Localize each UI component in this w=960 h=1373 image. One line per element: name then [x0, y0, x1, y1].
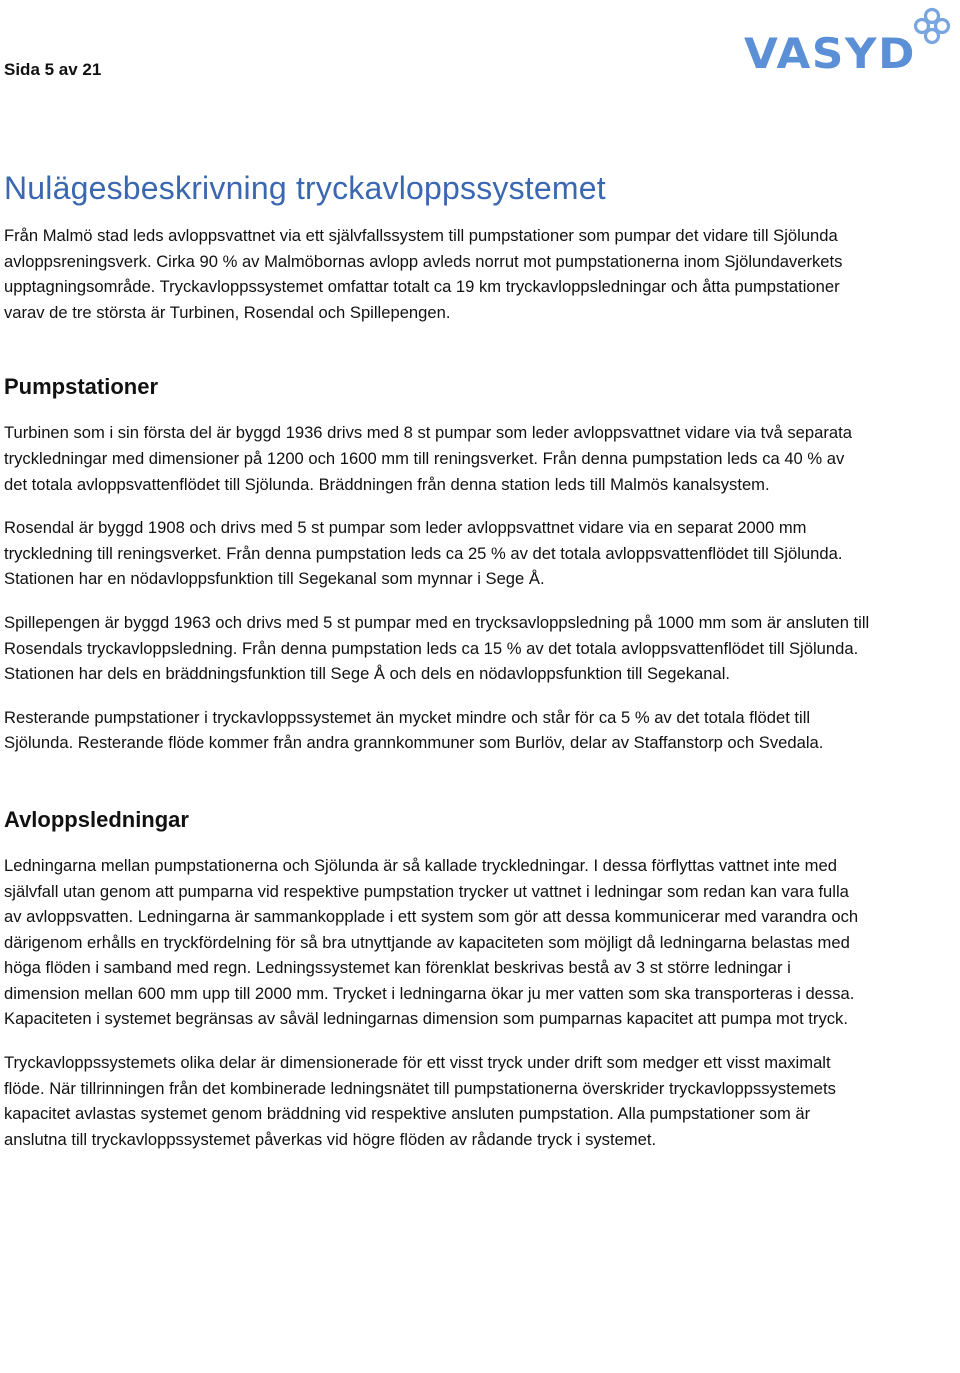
section-pumpstationer	[4, 372, 870, 756]
section-avloppsledningar	[4, 805, 870, 1153]
logo-knot-icon	[916, 10, 949, 43]
document-body	[4, 166, 870, 1152]
paragraph-resterande: Resterande pumpstationer i tryckavloppssystemet än mycket mindre och står för ca 5 % av det totala flödet till Sjölunda. Resterande flöde kommer från andra grannkommuner som Burlöv, delar av Staffanstorp och Svedala.	[4, 707, 824, 753]
section-heading: Avloppsledningar	[4, 806, 189, 832]
paragraph-rosendal: Rosendal är byggd 1908 och drivs med 5 st pumpar som leder avloppsvattnet vidare via en separat 2000 mm tryckledning till reningsverket. Från denna pumpstation leds ca 25 % av det totala avloppsvattenflödet till Sjölunda. Stationen har en nödavloppsfunktion till Segekanal som mynnar i Sege Å.	[4, 518, 843, 589]
page-number: Sida 5 av 21	[4, 60, 102, 79]
paragraph-turbinen: Turbinen som i sin första del är byggd 1936 drivs med 8 st pumpar som leder avloppsvattnet vidare via två separata tryckledningar med dimensioner på 1200 och 1600 mm till reningsverket. Från denna pumpstation leds ca 40 % av det totala avloppsvattenflödet till Sjölunda. Bräddningen från denna station leds till Malmös kanalsystem.	[4, 423, 852, 494]
document-title: Nulägesbeskrivning tryckavloppssystemet	[4, 170, 606, 206]
paragraph-ledningarna: Ledningarna mellan pumpstationerna och Sjölunda är så kallade tryckledningar. I dessa förflyttas vattnet inte med självfall utan genom att pumparna vid respektive pumpstation trycker ut vattnet i ledningar som redan kan vara fulla av avloppsvatten. Ledningarna är sammankopplade i ett system som gör att dessa kommunicerar med varandra och därigenom erhålls en tryckfördelning för så bra utnyttjande av kapaciteten som möjligt då ledningarna belastas med höga flöden i samband med regn. Ledningssystemet kan förenklat beskrivas bestå av 3 st större ledningar i dimension mellan 600 mm upp till 2000 mm. Trycket i ledningarna ökar ju mer vatten som ska transporteras i dessa. Kapaciteten i systemet begränsas av såväl ledningarnas dimension som pumparnas kapacitet att pumpa mot tryck.	[4, 855, 859, 1029]
logo-text: VASYD	[744, 29, 916, 74]
paragraph-systemdelar: Tryckavloppssystemets olika delar är dimensionerade för ett visst tryck under drift som medger ett visst maximalt flöde. När tillrinningen från det kombinerade ledningsnätet till pumpstationerna överskrider tryckavloppssystemets kapacitet avlastas systemet genom bräddning vid respektive ansluten pumpstation. Alla pumpstationer som är anslutna till tryckavloppssystemet påverkas vid högre flöden av rådande tryck i systemet.	[4, 1053, 836, 1149]
page-header	[0, 0, 960, 90]
section-heading: Pumpstationer	[4, 374, 159, 400]
vasyd-logo	[744, 4, 956, 74]
intro-paragraph: Från Malmö stad leds avloppsvattnet via ett självfallssystem till pumpstationer som pumpar det vidare till Sjölunda avloppsreningsverk. Cirka 90 % av Malmöbornas avlopp avleds norrut mot pumpstationerna inom Sjölundaverkets upptagningsområde. Tryckavloppssystemet omfattar totalt ca 19 km tryckavloppsledningar och åtta pumpstationer varav de tre största är Turbinen, Rosendal och Spillepengen.	[4, 226, 843, 322]
paragraph-spillepengen: Spillepengen är byggd 1963 och drivs med 5 st pumpar med en trycksavloppsledning på 1000 mm som är ansluten till Rosendals tryckavloppsledning. Från denna pumpstation leds ca 15 % av det totala avloppsvattenflödet till Sjölunda. Stationen har dels en bräddningsfunktion till Sege Å och dels en nödavloppsfunktion till Segekanal.	[4, 612, 870, 684]
